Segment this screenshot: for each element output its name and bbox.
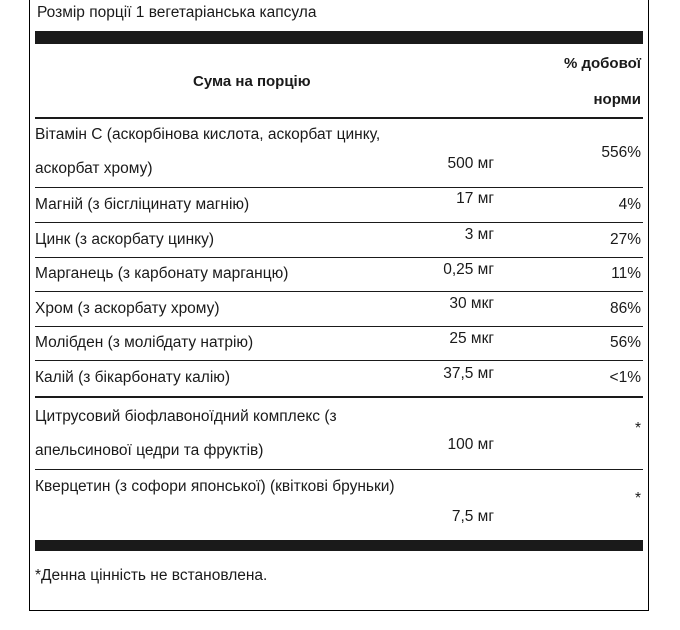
- footnote: *Денна цінність не встановлена.: [35, 567, 268, 584]
- nutrient-daily-value: 27%: [609, 231, 641, 248]
- ingredient-amount: 7,5 мг: [451, 508, 494, 525]
- nutrient-daily-value: 56%: [609, 334, 641, 351]
- nutrient-amount: 17 мг: [456, 190, 494, 207]
- ingredient-amount: 100 мг: [447, 436, 494, 453]
- nutrient-name: Молібден (з молібдату натрію): [35, 334, 254, 351]
- nutrient-daily-value: <1%: [609, 369, 641, 386]
- nutrient-amount: 25 мкг: [449, 330, 494, 347]
- ingredient-daily-value: *: [634, 490, 641, 507]
- amount-per-serving-header: Сума на порцію: [193, 73, 311, 90]
- nutrient-amount: 30 мкг: [449, 295, 494, 312]
- section-divider: [35, 396, 643, 398]
- nutrient-name: Хром (з аскорбату хрому): [35, 300, 220, 317]
- row-divider: [35, 222, 643, 223]
- ingredient-name-line2: апельсинової цедри та фруктів): [35, 442, 264, 459]
- nutrient-name-line2: аскорбат хрому): [35, 160, 153, 177]
- row-divider: [35, 187, 643, 188]
- nutrient-amount: 500 мг: [447, 155, 494, 172]
- ingredient-daily-value: *: [634, 420, 641, 437]
- ingredient-name-line1: Кверцетин (з софори японської) (квіткові бруньки): [35, 478, 395, 495]
- supplement-facts-panel: [29, 0, 649, 611]
- nutrient-name: Цинк (з аскорбату цинку): [35, 231, 215, 248]
- nutrient-name: Магній (з бісгліцинату магнію): [35, 196, 250, 213]
- nutrient-name: Калій (з бікарбонату калію): [35, 369, 231, 386]
- nutrient-daily-value: 86%: [609, 300, 641, 317]
- nutrient-amount: 37,5 мг: [443, 365, 494, 382]
- row-divider: [35, 326, 643, 327]
- row-divider: [35, 469, 643, 470]
- daily-value-header-line1: % добової: [563, 55, 641, 72]
- nutrient-amount: 3 мг: [464, 226, 494, 243]
- ingredient-name-line1: Цитрусовий біофлавоноїдний комплекс (з: [35, 408, 337, 425]
- nutrient-daily-value: 4%: [618, 196, 641, 213]
- serving-size: Розмір порції 1 вегетаріанська капсула: [37, 4, 317, 21]
- nutrient-daily-value: 556%: [601, 144, 641, 161]
- nutrient-name: Марганець (з карбонату марганцю): [35, 265, 289, 282]
- row-divider: [35, 360, 643, 361]
- bottom-divider-bar: [35, 540, 643, 551]
- row-divider: [35, 257, 643, 258]
- nutrient-name-line1: Вітамін C (аскорбінова кислота, аскорбат цинку,: [35, 126, 381, 143]
- header-divider: [35, 117, 643, 119]
- row-divider: [35, 291, 643, 292]
- daily-value-header-line2: норми: [593, 91, 641, 108]
- nutrient-daily-value: 11%: [611, 265, 641, 282]
- top-divider-bar: [35, 31, 643, 44]
- nutrient-amount: 0,25 мг: [443, 261, 494, 278]
